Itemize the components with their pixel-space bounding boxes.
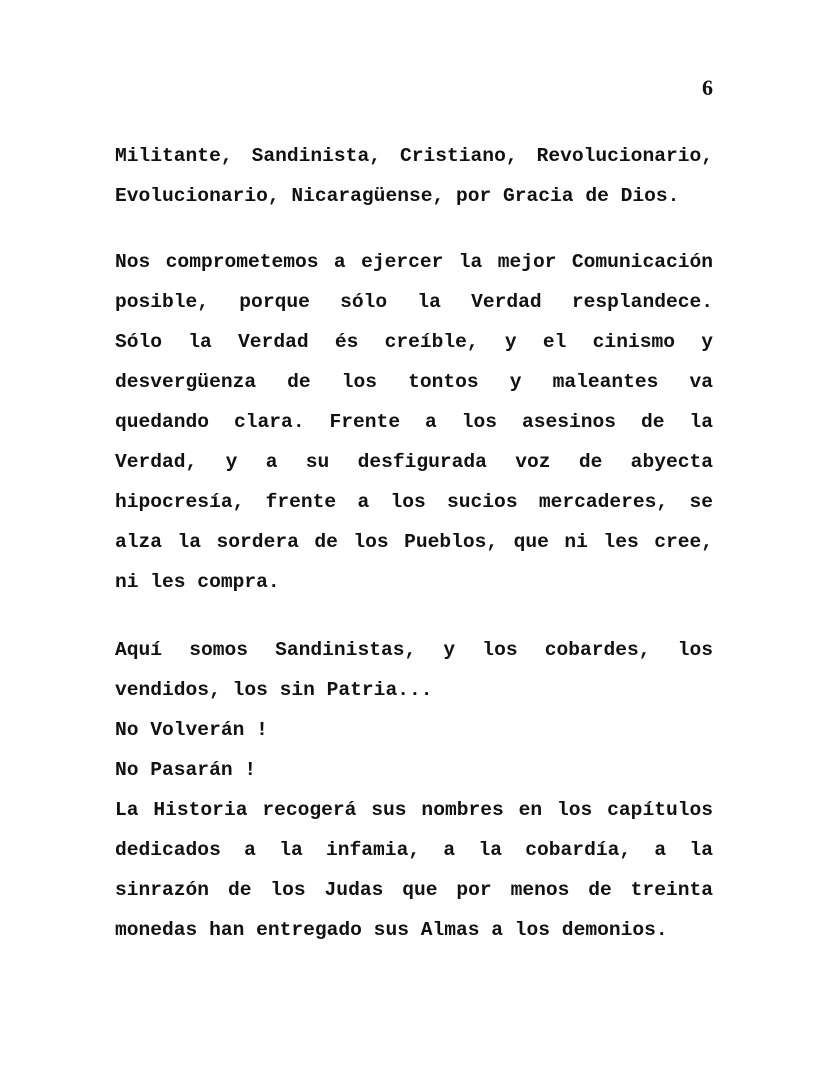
- text-line: quedando clara. Frente a los asesinos de la: [115, 411, 713, 433]
- text-line: monedas han entregado sus Almas a los demonios.: [115, 919, 668, 941]
- text-line: La Historia recogerá sus nombres en los capítulos: [115, 799, 713, 821]
- text-line: hipocresía, frente a los sucios mercaderes, se: [115, 491, 713, 513]
- text-line: Militante, Sandinista, Cristiano, Revolucionario,: [115, 145, 713, 167]
- text-line: dedicados a la infamia, a la cobardía, a la: [115, 839, 713, 861]
- page-number: 6: [702, 75, 713, 100]
- text-line: Verdad, y a su desfigurada voz de abyecta: [115, 451, 713, 473]
- text-line: posible, porque sólo la Verdad resplandece.: [115, 291, 713, 313]
- paragraph-communication: [115, 242, 713, 602]
- text-line: vendidos, los sin Patria...: [115, 679, 433, 701]
- text-line: desvergüenza de los tontos y maleantes va: [115, 371, 713, 393]
- text-line: sinrazón de los Judas que por menos de treinta: [115, 879, 713, 901]
- text-line: Aquí somos Sandinistas, y los cobardes, los: [115, 639, 713, 661]
- text-line: alza la sordera de los Pueblos, que ni les cree,: [115, 531, 713, 553]
- text-line: ni les compra.: [115, 571, 280, 593]
- text-line: Evolucionario, Nicaragüense, por Gracia de Dios.: [115, 185, 680, 207]
- text-line: Nos comprometemos a ejercer la mejor Comunicación: [115, 251, 713, 273]
- paragraph-identity: [115, 136, 713, 216]
- paragraph-sandinistas: [115, 630, 713, 950]
- text-line: Sólo la Verdad és creíble, y el cinismo y: [115, 331, 713, 353]
- slogan-no-volveran: No Volverán !: [115, 719, 268, 741]
- slogan-no-pasaran: No Pasarán !: [115, 759, 257, 781]
